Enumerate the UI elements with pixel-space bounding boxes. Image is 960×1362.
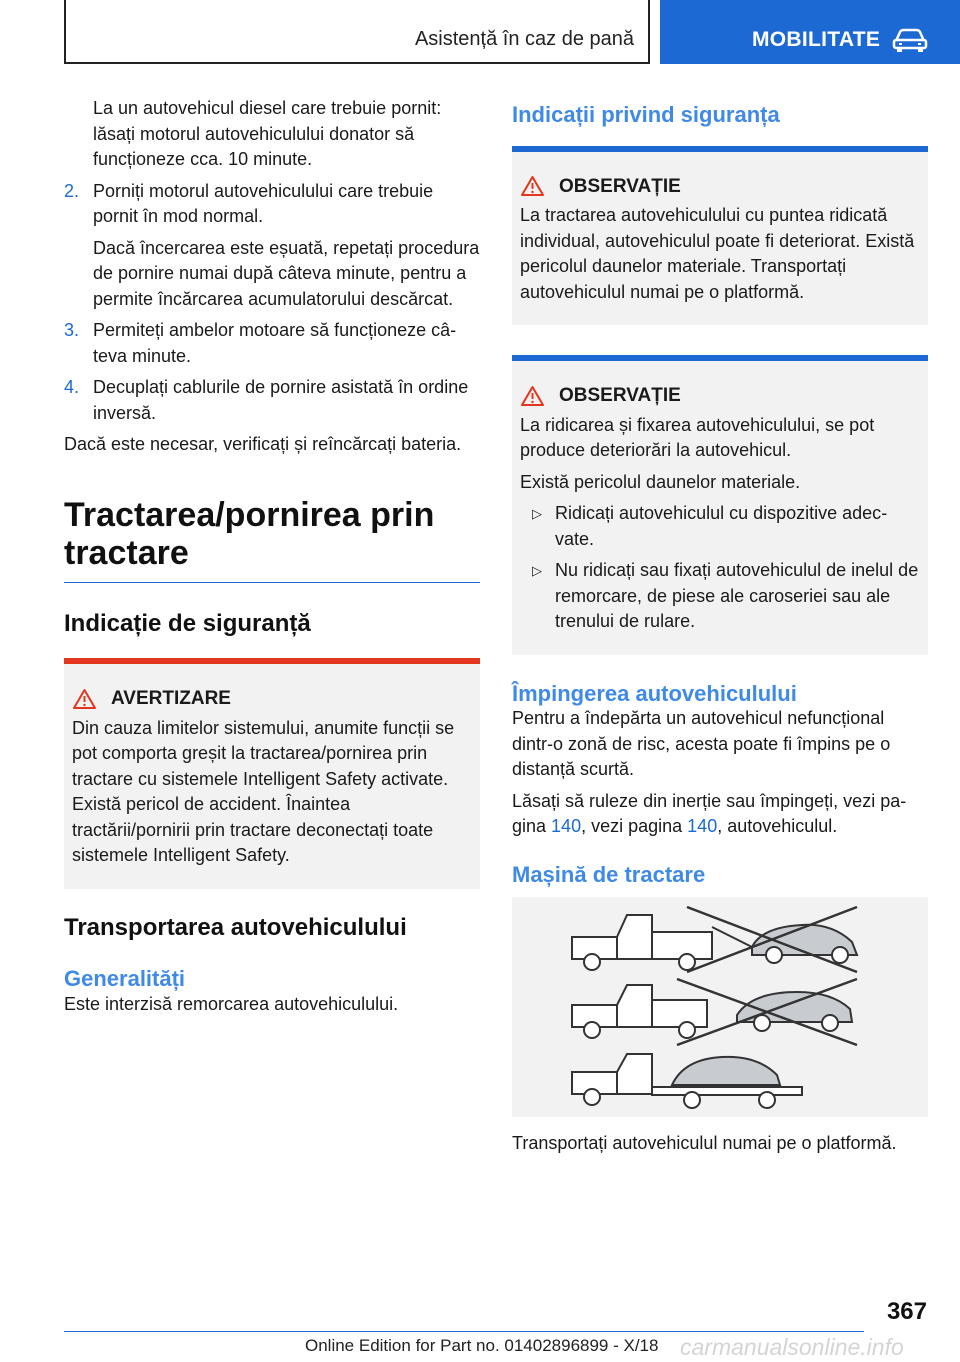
step-text: Porniți motorul autovehiculului care trebuie pornit în mod normal. xyxy=(93,180,434,226)
warning-text: Din cauza limitelor sistemului, anumite funcții se pot comporta greșit la tractarea/pornirea prin tractare cu sistemele Intelligent Safety activate. Există pericol de accident. Înaintea tractării/pornirii prin tractare deconectați toate sistemele Intelligent Safety. xyxy=(72,717,455,865)
step-1-continuation xyxy=(64,96,480,173)
push-text-part: Lăsați să ruleze din inerție sau împingeți, vezi pagina xyxy=(512,790,907,836)
safety-heading: Indicație de siguranță xyxy=(64,609,311,637)
notice-text: La tractarea autovehiculului cu puntea ridicată individual, autovehiculul poate fi deteriorat. Există pericolul daunelor materiale. Transportați autovehiculul numai pe o platformă. xyxy=(520,205,915,302)
bullet-triangle-icon: ▷ xyxy=(532,506,542,521)
section-tab xyxy=(64,0,650,64)
car-icon xyxy=(892,27,928,53)
chapter-tab xyxy=(660,0,960,64)
warning-triangle-icon xyxy=(520,175,545,197)
heading-rule xyxy=(64,582,480,583)
step-number: 4. xyxy=(64,377,80,397)
step-2 xyxy=(64,179,480,313)
step-text: Permiteți ambelor motoare să funcționeze câteva minute. xyxy=(93,320,457,366)
push-text-part: , vezi pagina xyxy=(581,816,688,836)
step-number: 3. xyxy=(64,320,80,340)
safety-instructions-heading: Indicații privind siguranța xyxy=(512,102,780,127)
section-title: Asistență în caz de pană xyxy=(414,28,634,50)
bullet-text: Ridicați autovehiculul cu dispozitive adecvate. xyxy=(555,503,888,549)
notice-title: OBSERVAȚIE xyxy=(559,385,681,406)
tow-truck-dolly-scene xyxy=(572,979,857,1045)
warning-title-row xyxy=(72,686,472,712)
towing-illustration xyxy=(512,897,928,1117)
closing-paragraph: Dacă este necesar, verificați și reîncărcați bateria. xyxy=(64,434,462,454)
bullet-text: Nu ridicați sau fixați autovehiculul de inelul de remorcare, de piese ale caroseriei sau ale trenului de rulare. xyxy=(555,560,919,631)
flatbed-truck-scene xyxy=(572,1054,802,1108)
notice-title-row xyxy=(520,174,920,200)
general-text: Este interzisă remorcarea autovehiculului. xyxy=(64,993,399,1014)
warning-triangle-icon xyxy=(72,688,97,710)
chapter-heading: Tractarea/pornirea prin tractare xyxy=(64,495,435,572)
notice-bullet xyxy=(520,501,920,552)
footer-rule xyxy=(64,1331,864,1332)
push-text-2 xyxy=(512,789,928,840)
push-heading: Împingerea autovehiculului xyxy=(512,680,797,706)
notice-text: La ridicarea și fixarea autovehiculului, se pot produce deteriorări la autovehicul. xyxy=(520,414,875,460)
push-text: Pentru a îndepărta un autovehicul nefuncțional dintr-o zonă de risc, acesta poate fi împins pe o distanță scurtă. xyxy=(512,708,891,779)
step-3 xyxy=(64,318,480,369)
chapter-title: MOBILITATE xyxy=(752,28,881,51)
general-heading: Generalități xyxy=(64,966,186,991)
watermark: carmanualsonline.info xyxy=(680,1334,904,1360)
warning-triangle-icon xyxy=(520,385,545,407)
notice-text-2: Există pericolul daunelor materiale. xyxy=(520,471,801,492)
footer-edition: Online Edition for Part no. 01402896899 - X/18 xyxy=(305,1336,659,1355)
page-header xyxy=(0,0,960,66)
page-number: 367 xyxy=(886,1298,927,1325)
notice-box-2 xyxy=(512,355,928,655)
tow-truck-illustration xyxy=(512,897,928,1117)
warning-title: AVERTIZARE xyxy=(111,688,231,709)
right-column xyxy=(512,96,928,1157)
step-number: 2. xyxy=(64,180,80,201)
push-text-part: , autovehiculul. xyxy=(717,816,838,836)
notice-title-row xyxy=(520,383,920,409)
left-column xyxy=(64,96,480,1023)
notice-bullet xyxy=(520,558,920,635)
tow-truck-heading: Mașină de tractare xyxy=(512,861,706,887)
bullet-triangle-icon: ▷ xyxy=(532,563,542,578)
step-text: Decuplați cablurile de pornire asistată în ordine inversă. xyxy=(93,377,469,423)
tow-truck-lift-scene xyxy=(572,907,857,972)
figure-caption: Transportați autovehiculul numai pe o platformă. xyxy=(512,1133,897,1153)
notice-box-1 xyxy=(512,146,928,326)
page-link[interactable]: 140 xyxy=(551,816,582,836)
notice-title: OBSERVAȚIE xyxy=(559,175,681,197)
page-link[interactable]: 140 xyxy=(687,816,718,836)
step-extra-text: Dacă încercarea este eșuată, repetați procedura de pornire numai după câteva minute, pentru a permite încărcarea acumulatorului descărcat. xyxy=(93,237,480,309)
step-text: La un autovehicul diesel care trebuie pornit: lăsați motorul autovehiculului donator să funcționeze cca. 10 minute. xyxy=(93,98,442,169)
step-4 xyxy=(64,375,480,426)
transport-heading: Transportarea autovehiculului xyxy=(64,913,407,941)
warning-box xyxy=(64,658,480,889)
